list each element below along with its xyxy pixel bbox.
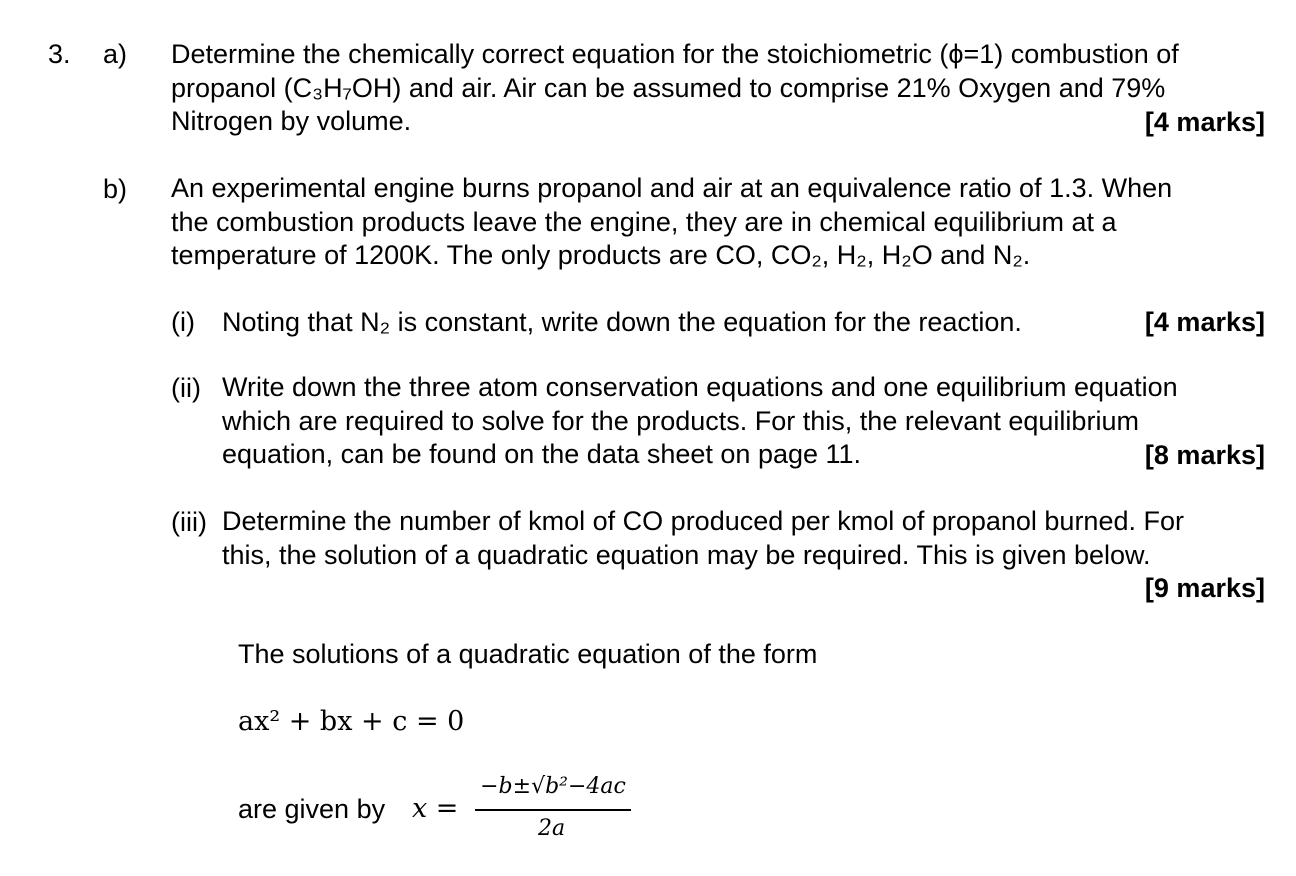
part-a-text	[171, 38, 1179, 139]
sub-i-text: Noting that N₂ is constant, write down the equation for the reaction.	[222, 307, 1022, 337]
sub-i-marks: [4 marks]	[1144, 307, 1265, 337]
part-b-line-1: An experimental engine burns propanol and air at an equivalence ratio of 1.3. When	[171, 173, 1173, 203]
part-a-label: a)	[103, 39, 128, 69]
sub-iii-marks: [9 marks]	[1144, 573, 1265, 603]
quadratic-intro: The solutions of a quadratic equation of the form	[238, 639, 818, 669]
x-equals: x =	[412, 793, 459, 824]
sub-ii-line-1: Write down the three atom conservation equations and one equilibrium equation	[222, 372, 1178, 402]
given-by-text: are given by	[238, 794, 386, 824]
sub-iii-text	[222, 505, 1184, 572]
formula-denominator: 2a	[538, 816, 566, 841]
formula-numerator: −b±√b²−4ac	[480, 774, 626, 799]
quadratic-equation: ax² + bx + c = 0	[238, 706, 465, 737]
part-b-line-3: temperature of 1200K. The only products are CO, CO₂, H₂, H₂O and N₂.	[171, 240, 1031, 270]
sub-i-label: (i)	[171, 307, 195, 337]
sub-iii-line-1: Determine the number of kmol of CO produced per kmol of propanol burned. For	[222, 506, 1184, 536]
question-number: 3.	[48, 39, 71, 69]
sub-iii-label: (iii)	[171, 507, 207, 537]
sub-ii-text	[222, 371, 1178, 472]
part-a-line-1: Determine the chemically correct equation for the stoichiometric (ϕ=1) combustion of	[171, 39, 1179, 69]
sub-ii-line-2: which are required to solve for the products. For this, the relevant equilibrium	[222, 405, 1139, 436]
part-b-label: b)	[103, 174, 128, 204]
part-a-marks: [4 marks]	[1144, 107, 1265, 137]
fraction-bar	[475, 809, 631, 811]
part-b-line-2: the combustion products leave the engine, they are in chemical equilibrium at a	[171, 206, 1117, 237]
part-a-line-2: propanol (C₃H₇OH) and air. Air can be assumed to comprise 21% Oxygen and 79%	[171, 72, 1166, 103]
part-b-text	[171, 172, 1172, 273]
sub-ii-line-3: equation, can be found on the data sheet on page 11.	[222, 439, 862, 469]
sub-iii-line-2: this, the solution of a quadratic equation may be required. This is given below.	[222, 539, 1151, 570]
sub-ii-label: (ii)	[171, 373, 201, 403]
part-a-line-3: Nitrogen by volume.	[171, 106, 412, 136]
sub-ii-marks: [8 marks]	[1144, 440, 1265, 470]
